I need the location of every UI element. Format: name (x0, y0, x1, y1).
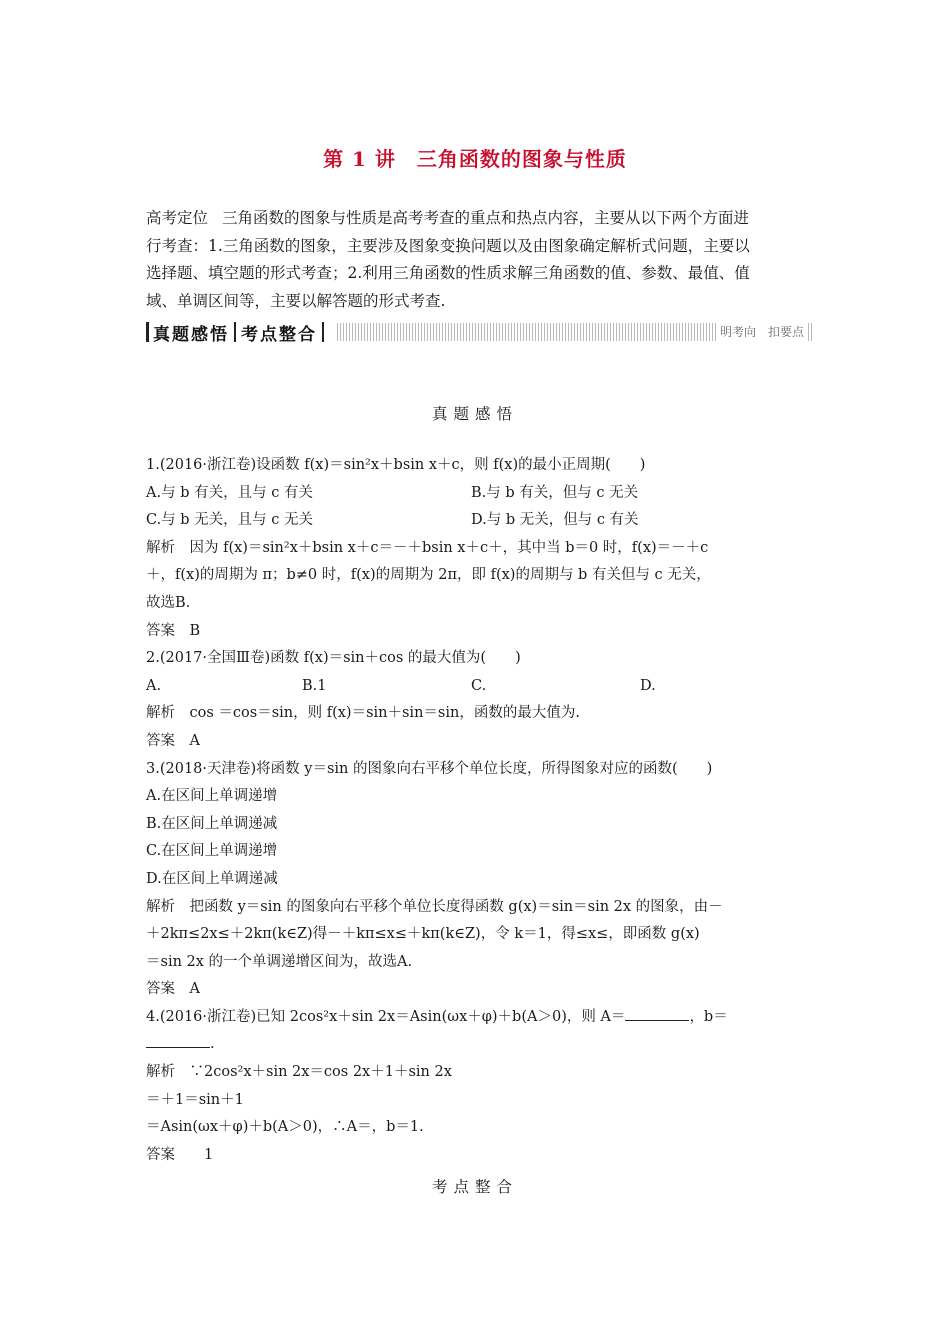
q1-option-d: D.与 b 无关，但与 c 有关 (471, 512, 639, 529)
banner-dotted-fill (337, 323, 812, 341)
q3-solution-line: ＋2kπ≤2x≤＋2kπ(k∈Z)得－＋kπ≤x≤＋kπ(k∈Z)，令 k＝1，得≤x≤，即函数 g(x) (146, 926, 700, 943)
q2-options-row (146, 673, 816, 701)
q2-option-c: C. (471, 677, 487, 694)
q1-answer: 答案 B (146, 622, 201, 639)
banner-separator (322, 322, 324, 342)
intro-tag: 高考定位 (146, 209, 209, 227)
q3-answer: 答案 A (146, 981, 200, 998)
q3-option-c: C.在区间上单调递增 (146, 843, 278, 860)
intro-line: 高考定位 三角函数的图象与性质是高考考查的重点和热点内容，主要从以下两个方面进 (146, 209, 750, 227)
q4-stem-continued: . (146, 1031, 816, 1059)
q2-solution: 解析 cos ＝cos＝sin，则 f(x)＝sin＋sin＝sin，函数的最大值为. (146, 705, 580, 722)
q3-option-a: A.在区间上单调递增 (146, 788, 278, 805)
q4-blank-a[interactable] (625, 1006, 689, 1021)
intro-paragraph (146, 205, 810, 315)
q4-blank-b[interactable] (146, 1033, 210, 1048)
q2-answer: 答案 A (146, 732, 200, 749)
banner-bar (146, 322, 149, 342)
q3-option-d: D.在区间上单调递减 (146, 870, 278, 887)
q4-solution-line: ＝＋1＝sin＋1 (146, 1091, 244, 1108)
q3-solution-line: 解析 把函数 y＝sin 的图象向右平移个单位长度得函数 g(x)＝sin＝sin 2x 的图象，由－ (146, 898, 723, 915)
q4-solution-line: ＝Asin(ωx＋φ)＋b(A＞0)，∴A＝，b＝1. (146, 1119, 424, 1136)
q4-answer: 答案 1 (146, 1146, 214, 1163)
q1-options-row-2 (146, 507, 816, 535)
intro-line: 域、单调区间等，主要以解答题的形式考查. (146, 291, 446, 310)
q1-option-b: B.与 b 有关，但与 c 无关 (471, 484, 639, 501)
q1-option-c: C.与 b 无关，且与 c 无关 (146, 512, 314, 529)
section-heading-kaodian: 考点整合 (431, 1178, 518, 1196)
q3-solution-line: ＝sin 2x 的一个单调递增区间为，故选A. (146, 953, 413, 970)
q3-option-b: B.在区间上单调递减 (146, 815, 278, 832)
q2-stem: 2.(2017·全国Ⅲ卷)函数 f(x)＝sin＋cos 的最大值为( ) (146, 650, 521, 667)
banner-separator (234, 322, 236, 342)
q2-option-d: D. (640, 677, 656, 694)
page-title: 第 1 讲 三角函数的图象与性质 (323, 147, 627, 171)
q1-solution-line: 故选B. (146, 594, 191, 611)
q2-option-b: B.1 (302, 677, 327, 694)
banner-label-zhenti: 真题感悟 (153, 324, 229, 345)
section-banner (146, 320, 812, 344)
banner-right-label: 明考向 扣要点 (716, 323, 808, 341)
q4-stem: 4.(2016·浙江卷)已知 2cos²x＋sin 2x＝Asin(ωx＋φ)＋b(A＞0)，则 A＝ ，b＝ (146, 1004, 816, 1032)
q1-solution-line: 解析 因为 f(x)＝sin²x＋bsin x＋c＝－＋bsin x＋c＋，其中当 b＝0 时，f(x)＝－＋c (146, 539, 709, 556)
q1-option-a: A.与 b 有关，且与 c 有关 (146, 484, 313, 501)
question-body (146, 452, 816, 1169)
q3-stem: 3.(2018·天津卷)将函数 y＝sin 的图象向右平移个单位长度，所得图象对应的函数( ) (146, 760, 713, 777)
intro-line: 选择题、填空题的形式考查；2.利用三角函数的性质求解三角函数的值、参数、最值、值 (146, 264, 750, 282)
q1-options-row-1 (146, 480, 816, 508)
q2-option-a: A. (146, 677, 162, 694)
banner-label-kaodian: 考点整合 (241, 324, 317, 345)
intro-line: 行考查：1.三角函数的图象，主要涉及图象变换问题以及由图象确定解析式问题，主要以 (146, 236, 750, 255)
section-heading-zhenti: 真题感悟 (431, 405, 518, 423)
q1-stem: 1.(2016·浙江卷)设函数 f(x)＝sin²x＋bsin x＋c，则 f(x)的最小正周期( ) (146, 457, 646, 473)
q4-solution-line: 解析 ∵2cos²x＋sin 2x＝cos 2x＋1＋sin 2x (146, 1064, 452, 1081)
q1-solution-line: ＋，f(x)的周期为 π；b≠0 时，f(x)的周期为 2π，即 f(x)的周期与 b 有关但与 c 无关， (146, 567, 711, 584)
